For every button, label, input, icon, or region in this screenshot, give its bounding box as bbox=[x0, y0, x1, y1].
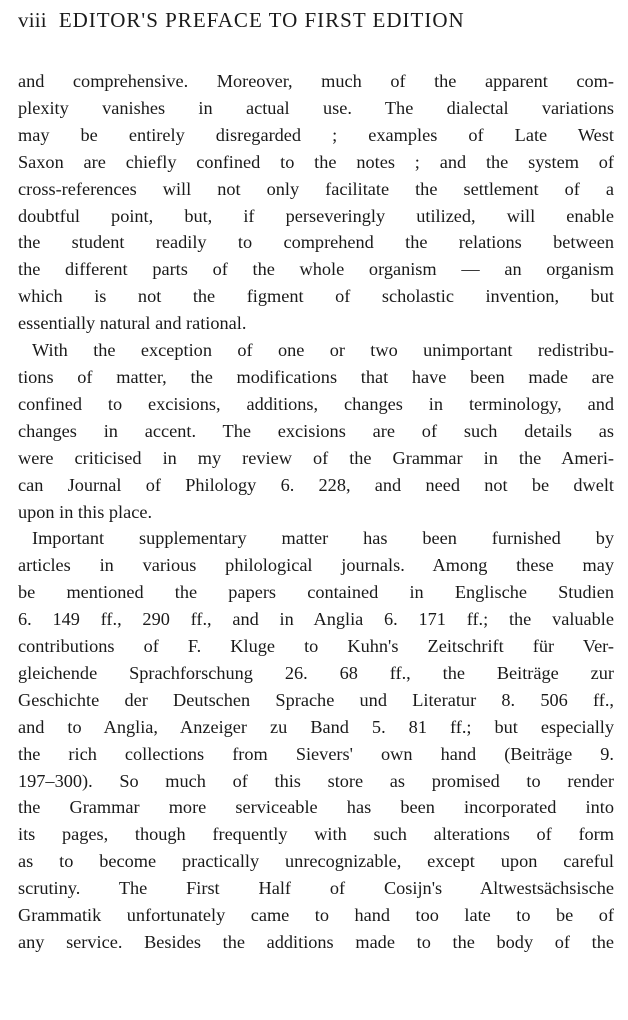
text-line: the student readily to comprehend the relations between bbox=[18, 232, 614, 253]
text-line: scrutiny. The First Half of Cosijn's Altwestsächsische bbox=[18, 878, 614, 899]
paragraph bbox=[18, 68, 614, 337]
text-line: be mentioned the papers contained in Englische Studien bbox=[18, 582, 614, 603]
book-page bbox=[18, 8, 614, 956]
text-line: upon in this place. bbox=[18, 501, 153, 522]
text-line: any service. Besides the additions made to the body of the bbox=[18, 932, 614, 952]
text-line: 6. 149 ff., 290 ff., and in Anglia 6. 171 ff.; the valuable bbox=[18, 609, 614, 630]
text-line: were criticised in my review of the Grammar in the Ameri- bbox=[18, 447, 614, 468]
paragraph bbox=[18, 337, 614, 525]
text-line: Geschichte der Deutschen Sprache und Literatur 8. 506 ff., bbox=[18, 689, 614, 710]
text-line: its pages, though frequently with such alterations of form bbox=[18, 824, 614, 845]
text-line: Important supplementary matter has been furnished by bbox=[32, 528, 614, 549]
text-line: Grammatik unfortunately came to hand too late to be of bbox=[18, 905, 614, 926]
text-line: With the exception of one or two unimportant redistribu- bbox=[32, 340, 614, 361]
text-line: which is not the figment of scholastic invention, but bbox=[18, 286, 614, 307]
text-line: and comprehensive. Moreover, much of the apparent com- bbox=[18, 71, 614, 91]
text-line: gleichende Sprachforschung 26. 68 ff., the Beiträge zur bbox=[18, 662, 614, 683]
text-line: as to become practically unrecognizable, except upon careful bbox=[18, 851, 614, 872]
text-line: plexity vanishes in actual use. The dialectal variations bbox=[18, 97, 614, 118]
text-line: contributions of F. Kluge to Kuhn's Zeitschrift für Ver- bbox=[18, 636, 614, 657]
text-line: 197–300). So much of this store as promised to render bbox=[18, 770, 614, 791]
body-text bbox=[18, 68, 614, 956]
text-line: the rich collections from Sievers' own hand (Beiträge 9. bbox=[18, 743, 614, 764]
text-line: may be entirely disregarded ; examples of Late West bbox=[18, 124, 614, 145]
running-head: EDITOR'S PREFACE TO FIRST EDITION bbox=[58, 8, 465, 32]
text-line: Saxon are chiefly confined to the notes ; and the system of bbox=[18, 151, 614, 172]
text-line: can Journal of Philology 6. 228, and need not be dwelt bbox=[18, 474, 614, 495]
text-line: confined to excisions, additions, changes in terminology, and bbox=[18, 393, 614, 414]
text-line: changes in accent. The excisions are of such details as bbox=[18, 420, 614, 441]
page-header bbox=[18, 8, 614, 42]
text-line: essentially natural and rational. bbox=[18, 313, 247, 334]
text-line: the Grammar more serviceable has been incorporated into bbox=[18, 797, 614, 818]
text-line: tions of matter, the modifications that have been made are bbox=[18, 366, 614, 387]
text-line: and to Anglia, Anzeiger zu Band 5. 81 ff.; but especially bbox=[18, 716, 614, 737]
paragraph bbox=[18, 525, 614, 956]
text-line: the different parts of the whole organism — an organism bbox=[18, 259, 614, 280]
page-number: viii bbox=[18, 8, 47, 32]
text-line: doubtful point, but, if perseveringly utilized, will enable bbox=[18, 205, 614, 226]
text-line: articles in various philological journals. Among these may bbox=[18, 555, 614, 576]
text-line: cross-references will not only facilitate the settlement of a bbox=[18, 178, 614, 199]
